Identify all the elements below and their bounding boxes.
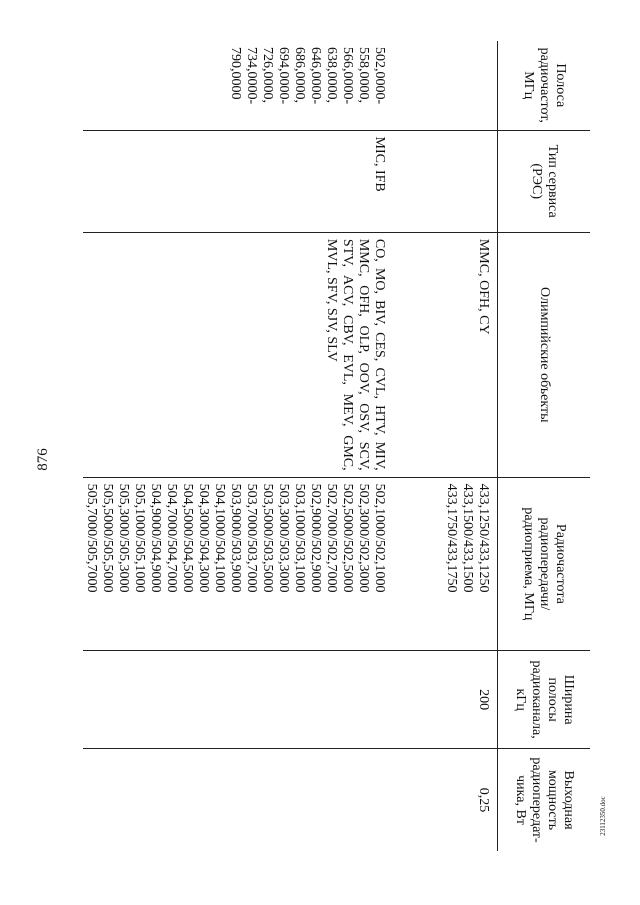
list-item: 726,0000, <box>260 47 275 103</box>
header-band: Полоса радиочастот, МГц <box>498 41 591 130</box>
row1-power: 0,25 <box>476 787 491 813</box>
list-item: 502,9000/502,9000 <box>308 483 323 593</box>
rotated-table-container <box>70 41 590 851</box>
list-item: 505,7000/505,7000 <box>84 483 99 593</box>
row1-objects: MMC, OFH, CY <box>387 232 498 477</box>
list-item: 503,3000/503,3000 <box>276 483 291 593</box>
list-item: 504,5000/504,5000 <box>180 483 195 593</box>
list-item: 503,9000/503,9000 <box>228 483 243 593</box>
list-item: 504,7000/504,7000 <box>164 483 179 593</box>
row2-frequencies <box>83 477 387 651</box>
row2-band <box>83 41 387 130</box>
list-item: 505,3000/505,3000 <box>116 483 131 593</box>
list-item: 503,1000/503,1000 <box>292 483 307 593</box>
list-item: 686,0000, <box>292 47 307 103</box>
row1-bandwidth: 200 <box>387 651 498 749</box>
list-item: 502,7000/502,7000 <box>324 483 339 593</box>
row1-band <box>387 41 498 130</box>
table-header-row <box>498 41 591 851</box>
table-row <box>83 41 387 851</box>
list-item: 638,0000, <box>324 47 339 103</box>
list-item: 503,7000/503,7000 <box>244 483 259 593</box>
table-row <box>387 41 498 851</box>
list-item: 694,0000- <box>276 47 291 105</box>
list-item: 558,0000, <box>356 47 371 103</box>
list-item: 433,1500/433,1500 <box>460 483 475 593</box>
header-objects: Олимпийские объекты <box>498 232 591 477</box>
list-item: 646,0000- <box>308 47 323 105</box>
list-item: 502,1000/502,1000 <box>372 483 387 593</box>
list-item: 502,0000- <box>372 47 387 105</box>
list-item: 566,0000- <box>340 47 355 105</box>
row1-service <box>387 130 498 232</box>
list-item: 734,0000- <box>244 47 259 105</box>
list-item: 502,3000/502,3000 <box>356 483 371 593</box>
row2-objects: CO, MO, BIV, CES, CVL, HTV, MIV, MMC, OFH, OLP, OOV, OSV, SCV, STV, ACV, CBV, EVL, MEV, GMC, MVL, SFV, SJV, SLV <box>83 232 387 477</box>
list-item: 433,1750/433,1750 <box>444 483 459 593</box>
header-power: Выходная мощность радиопередат-чика, Вт <box>498 749 591 851</box>
row2-bandwidth <box>83 651 387 749</box>
header-bandwidth: Ширина полосы радиоканала, кГц <box>498 651 591 749</box>
list-item: 502,5000/502,5000 <box>340 483 355 593</box>
list-item: 505,5000/505,5000 <box>100 483 115 593</box>
frequency-table <box>83 41 590 851</box>
list-item: 503,5000/503,5000 <box>260 483 275 593</box>
list-item: 504,3000/504,3000 <box>196 483 211 593</box>
list-item: 504,1000/504,1000 <box>212 483 227 593</box>
row2-service: MIC, IFB <box>83 130 387 232</box>
row1-frequencies <box>387 477 498 651</box>
header-frequency: Радиочастота радиопередачи/ радиоприема, МГц <box>498 477 591 651</box>
row2-power <box>83 749 387 851</box>
header-service: Тип сервиса (РЭС) <box>498 130 591 232</box>
list-item: 504,9000/504,9000 <box>148 483 163 593</box>
page-number: 876 <box>34 448 51 471</box>
list-item: 505,1000/505,1000 <box>132 483 147 593</box>
list-item: 790,0000 <box>228 47 243 100</box>
document-id: 23112350.doc <box>598 796 607 836</box>
list-item: 433,1250/433,1250 <box>476 483 491 593</box>
